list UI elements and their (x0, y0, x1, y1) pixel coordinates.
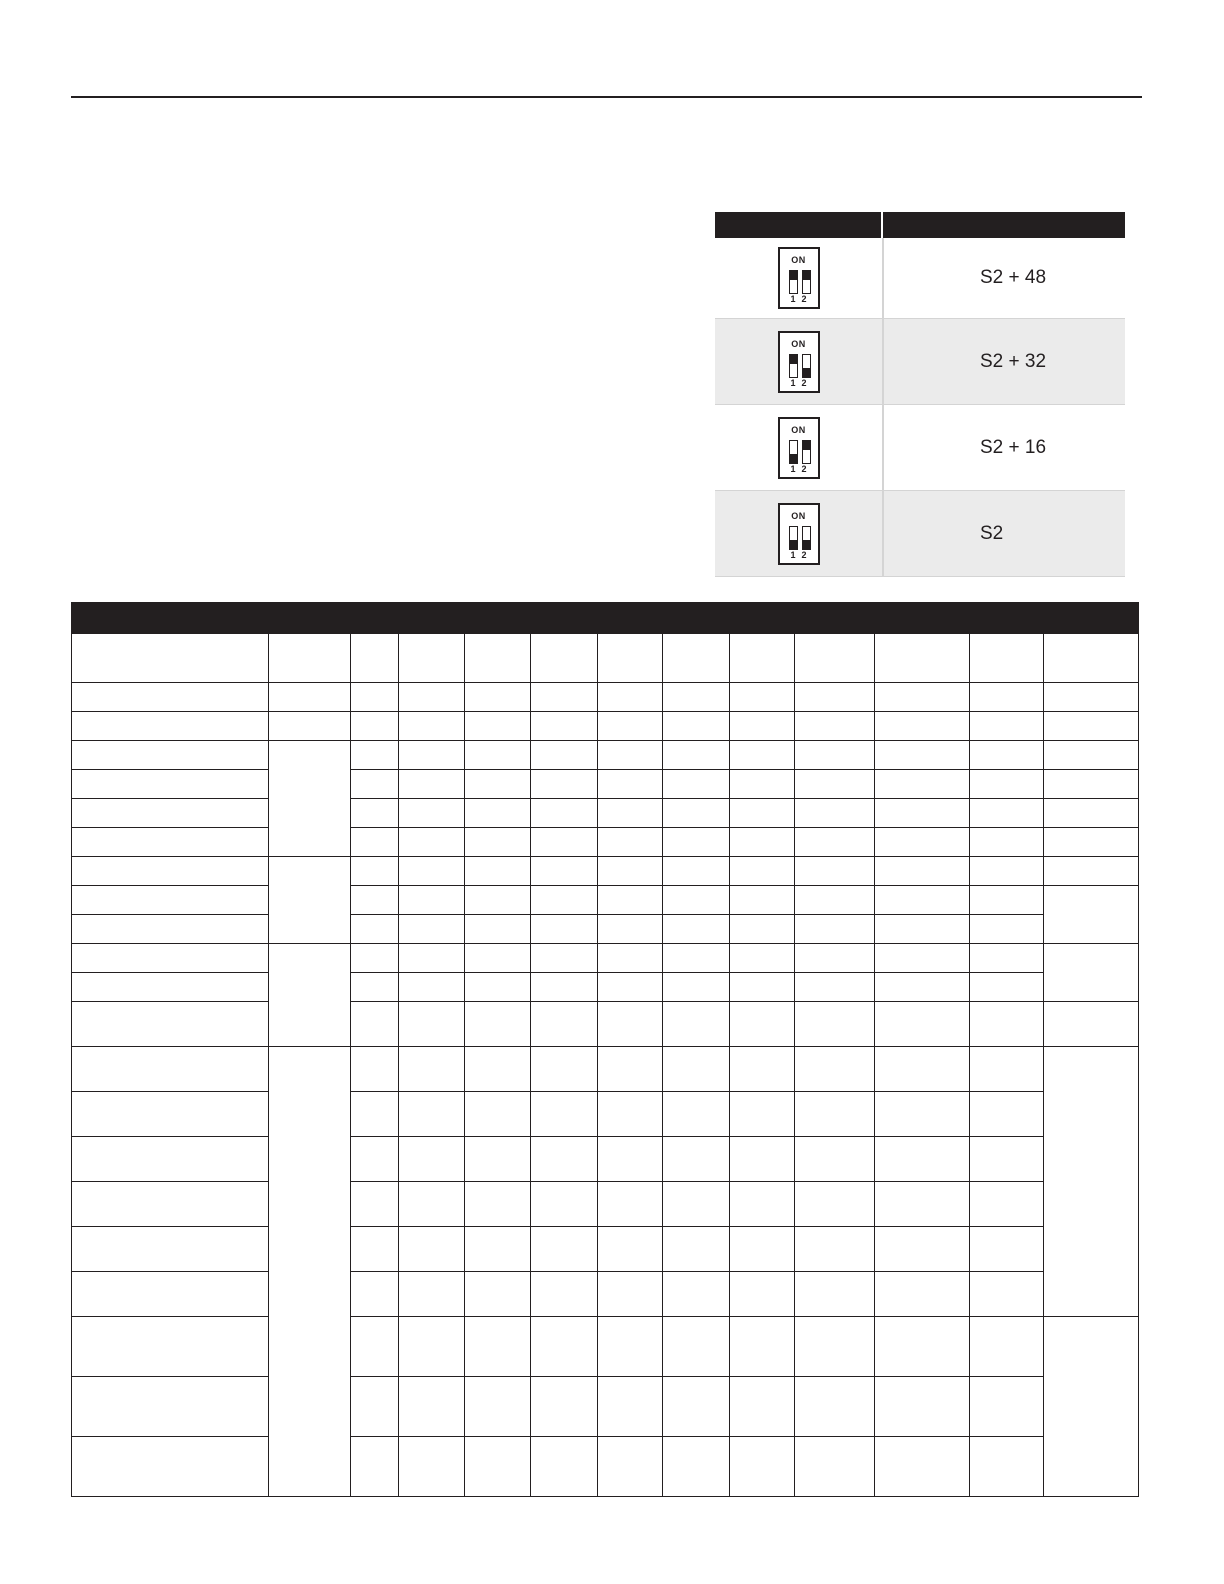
table-row (72, 1137, 1139, 1182)
address-value: S2 + 48 (980, 267, 1047, 288)
table-row (72, 1182, 1139, 1227)
specification-grid-table (71, 602, 1139, 1497)
table-row (72, 741, 1139, 770)
dip-switch-icon (778, 417, 820, 479)
grid-column-header-row (72, 634, 1139, 683)
address-value: S2 + 32 (980, 350, 1047, 372)
top-rule (71, 96, 1142, 98)
dip-row (715, 491, 1125, 577)
dip-header-switch-column (715, 212, 881, 238)
table-row (72, 683, 1139, 712)
table-row (72, 1317, 1139, 1377)
dip-row (715, 405, 1125, 491)
switch-number: 2 (801, 463, 807, 474)
table-row (72, 1227, 1139, 1272)
dip-table-header (715, 212, 1125, 238)
switch-number: 1 (790, 377, 796, 388)
switch-on-label: ON (791, 338, 806, 349)
address-value: S2 (980, 522, 1004, 544)
switch-number: 1 (790, 549, 796, 560)
table-row (72, 1437, 1139, 1497)
dip-row (715, 238, 1125, 319)
table-row (72, 712, 1139, 741)
dip-row (715, 319, 1125, 405)
table-row (72, 973, 1139, 1002)
address-value: S2 + 16 (980, 436, 1047, 458)
switch-on-label: ON (791, 510, 806, 521)
table-row (72, 1047, 1139, 1092)
dip-header-value-column (883, 212, 1125, 238)
grid-header-row (72, 603, 1139, 634)
table-row (72, 857, 1139, 886)
table-row (72, 770, 1139, 799)
switch-on-label: ON (791, 424, 806, 435)
switch-number: 2 (801, 294, 807, 304)
table-row (72, 886, 1139, 915)
dip-switch-icon (778, 331, 820, 393)
table-row (72, 944, 1139, 973)
switch-number: 2 (801, 377, 807, 388)
switch-number: 1 (790, 294, 796, 304)
table-row (72, 1002, 1139, 1047)
table-row (72, 1092, 1139, 1137)
table-row (72, 1377, 1139, 1437)
table-row (72, 799, 1139, 828)
switch-number: 2 (801, 549, 807, 560)
table-row (72, 915, 1139, 944)
switch-on-label: ON (791, 255, 806, 265)
dip-switch-table (715, 212, 1125, 577)
dip-switch-icon (778, 247, 820, 309)
dip-switch-icon (778, 503, 820, 565)
switch-number: 1 (790, 463, 796, 474)
table-row (72, 1272, 1139, 1317)
table-row (72, 828, 1139, 857)
